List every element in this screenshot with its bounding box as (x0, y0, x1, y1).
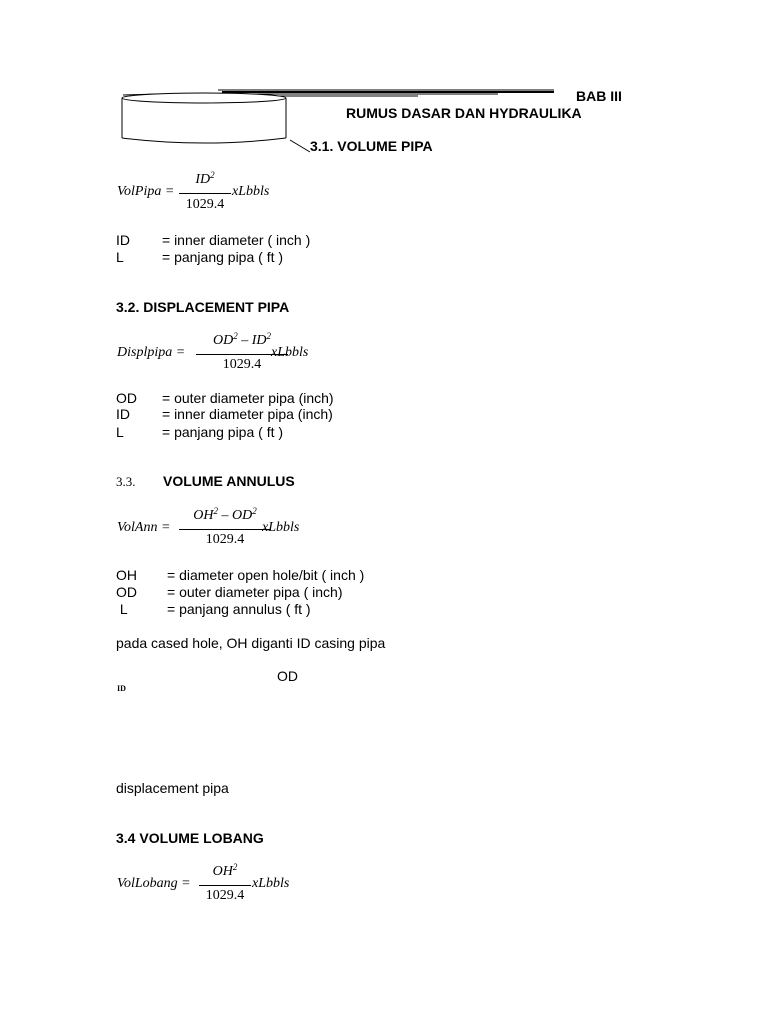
formula-rhs: xLbbls (271, 345, 309, 360)
chapter-label: BAB III (576, 88, 622, 104)
formula-displacement-pipa (117, 333, 437, 377)
formula-lhs: VolLobang = (117, 876, 191, 891)
heading-3-2: 3.2. DISPLACEMENT PIPA (116, 299, 290, 315)
formula-rhs: xLbbls (262, 520, 300, 535)
formula-rhs: xLbbls (252, 876, 290, 891)
formula-rhs: xLbbls (232, 184, 270, 199)
section-number-3-3: 3.3. (116, 474, 136, 489)
formula-numerator: $ID^2$ (195, 170, 215, 187)
formula-numerator: $OD^2 - ID^2$ (212, 331, 271, 348)
note-cased-hole: pada cased hole, OH diganti ID casing pipa (116, 635, 386, 651)
formula-volume-pipa (117, 172, 377, 216)
heading-3-1: 3.1. VOLUME PIPA (310, 138, 433, 154)
formula-numerator: $OH^2$ (212, 862, 238, 879)
chapter-title: RUMUS DASAR DAN HYDRAULIKA (346, 105, 582, 121)
formula-volume-lobang (117, 864, 377, 908)
formula-lhs: VolPipa = (117, 184, 175, 199)
formula-volume-annulus (117, 508, 437, 552)
heading-3-3: VOLUME ANNULUS (163, 473, 295, 489)
formula-numerator: $OH^2 - OD^2$ (193, 506, 257, 523)
formula-denominator: 1029.4 (185, 197, 225, 212)
diagram-label-id: ID (117, 684, 126, 693)
formula-denominator: 1029.4 (205, 888, 245, 903)
formula-lhs: VolAnn = (117, 520, 171, 535)
formula-lhs: Displpipa = (117, 345, 186, 360)
formula-denominator: 1029.4 (205, 532, 245, 547)
heading-3-4: 3.4 VOLUME LOBANG (116, 830, 264, 846)
formula-denominator: 1029.4 (222, 357, 262, 372)
displacement-label: displacement pipa (116, 780, 229, 796)
diagram-label-od: OD (277, 668, 298, 684)
